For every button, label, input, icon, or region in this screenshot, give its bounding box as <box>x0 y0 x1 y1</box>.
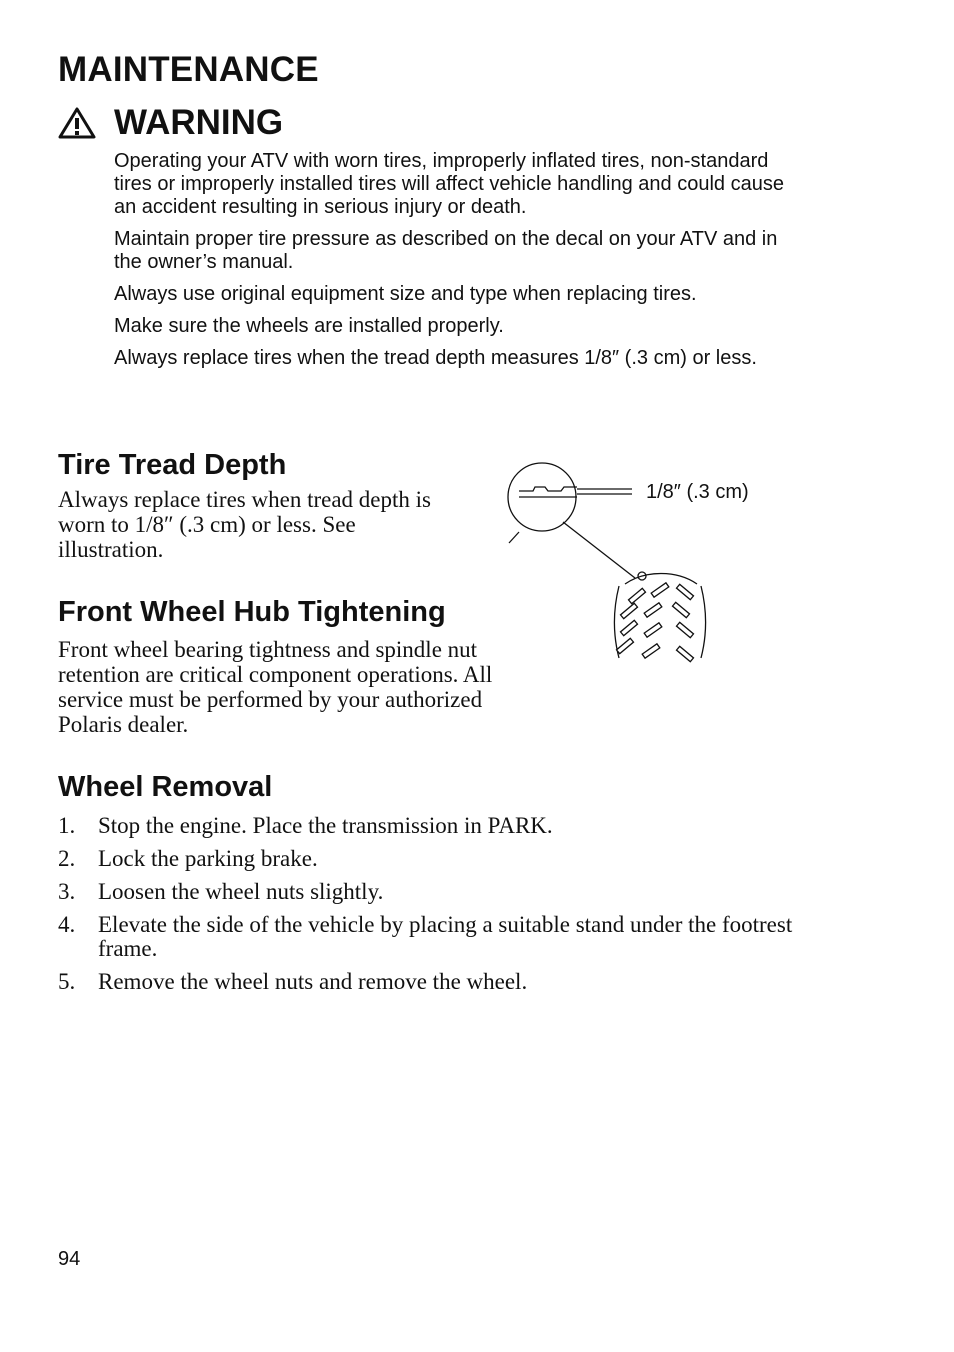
step-number: 4. <box>58 912 76 937</box>
step-text: Elevate the side of the vehicle by placing a suitable stand under the footrest frame. <box>98 912 793 961</box>
step-text: Loosen the wheel nuts slightly. <box>98 879 384 904</box>
warning-paragraph: Operating your ATV with worn tires, improperly inflated tires, non-standard tires or improperly installed tires will affect vehicle handling and could cause an accident resulting in serious injury or death. <box>114 150 784 218</box>
page-number: 94 <box>58 1248 81 1270</box>
page-title: MAINTENANCE <box>58 50 319 89</box>
warning-title: WARNING <box>114 103 284 142</box>
step-number: 2. <box>58 846 76 871</box>
list-item <box>58 847 798 871</box>
list-item <box>58 814 798 838</box>
step-number: 1. <box>58 813 76 838</box>
warning-paragraph: Always use original equipment size and type when replacing tires. <box>114 283 697 305</box>
warning-triangle-icon <box>58 107 96 139</box>
tire-tread-text: Always replace tires when tread depth is worn to 1/8″ (.3 cm) or less. See illustration. <box>58 487 431 562</box>
front-hub-heading: Front Wheel Hub Tightening <box>58 596 446 628</box>
warning-body <box>114 150 794 379</box>
wheel-removal-heading: Wheel Removal <box>58 771 273 803</box>
warning-paragraph: Make sure the wheels are installed properly. <box>114 315 504 337</box>
list-item <box>58 880 798 904</box>
list-item <box>58 970 798 994</box>
tread-depth-label: 1/8″ (.3 cm) <box>646 481 749 503</box>
step-text: Stop the engine. Place the transmission in PARK. <box>98 813 553 838</box>
wheel-removal-steps <box>58 814 798 1003</box>
front-hub-text: Front wheel bearing tightness and spindle nut retention are critical component operations. All service must be performed by your authorized Polaris dealer. <box>58 637 493 737</box>
step-number: 5. <box>58 969 76 994</box>
step-text: Lock the parking brake. <box>98 846 318 871</box>
list-item <box>58 913 798 961</box>
warning-paragraph: Maintain proper tire pressure as described on the decal on your ATV and in the owner’s manual. <box>114 228 778 273</box>
tire-tread-heading: Tire Tread Depth <box>58 449 287 481</box>
step-number: 3. <box>58 879 76 904</box>
warning-paragraph: Always replace tires when the tread depth measures 1/8″ (.3 cm) or less. <box>114 347 757 369</box>
step-text: Remove the wheel nuts and remove the wheel. <box>98 969 528 994</box>
